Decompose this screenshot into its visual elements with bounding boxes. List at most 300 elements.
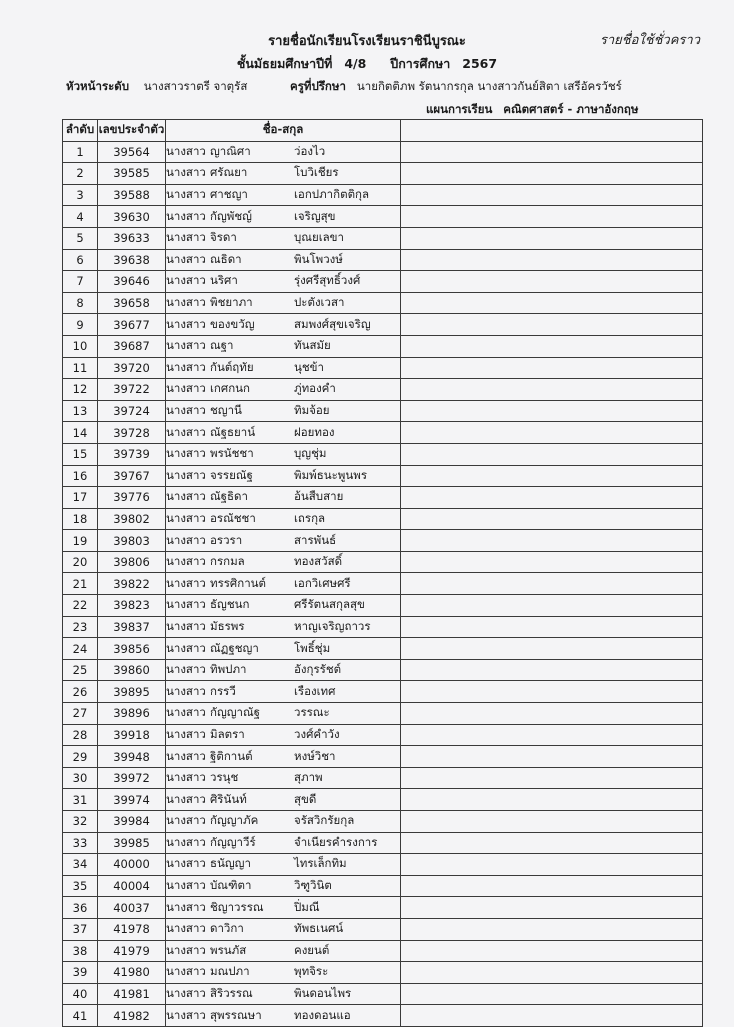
name-prefix: นางสาว [166,316,206,331]
student-name [166,811,401,833]
first-name: กัญญาภัค [210,813,259,828]
student-id: 39860 [98,659,166,681]
student-name [166,573,401,595]
name-prefix: นางสาว [166,359,206,374]
first-name: บัณฑิตา [210,878,252,893]
first-name: ณฐา [210,338,234,353]
first-name: ชิญาวรรณ [210,899,264,914]
first-name: ณัฏฐชญา [210,640,259,655]
table-row [63,227,703,249]
last-name: ศรีรัตนสกุลสุข [294,597,365,612]
student-name [166,530,401,552]
student-name [166,746,401,768]
last-name: ภู่ทองคำ [294,381,336,396]
name-prefix: นางสาว [166,748,206,763]
name-prefix: นางสาว [166,942,206,957]
first-name: นริศา [210,273,238,288]
name-prefix: นางสาว [166,467,206,482]
table-row [63,487,703,509]
table-row [63,659,703,681]
row-number: 3 [63,184,98,206]
row-number: 26 [63,681,98,703]
table-row [63,962,703,984]
student-name [166,465,401,487]
first-name: ณัฐธิดา [210,489,248,504]
student-name [166,875,401,897]
name-prefix: นางสาว [166,510,206,525]
last-name: โพธิ์ชุ่ม [294,640,331,655]
row-number: 16 [63,465,98,487]
student-id: 39802 [98,508,166,530]
blank-cell [401,487,703,509]
blank-cell [401,616,703,638]
first-name: อรณัชชา [210,510,256,525]
last-name: พินโพวงษ์ [294,251,343,266]
row-number: 5 [63,227,98,249]
name-prefix: นางสาว [166,899,206,914]
student-id: 39948 [98,746,166,768]
blank-cell [401,746,703,768]
student-id: 39895 [98,681,166,703]
name-prefix: นางสาว [166,726,206,741]
student-id: 39767 [98,465,166,487]
student-id: 39724 [98,400,166,422]
last-name: สุขดี [294,791,317,806]
first-name: ของขวัญ [210,316,255,331]
blank-cell [401,206,703,228]
blank-cell [401,767,703,789]
study-plan-line [426,101,638,119]
table-row [63,314,703,336]
first-name: กัญญาวีร์ [210,834,256,849]
student-id: 40000 [98,854,166,876]
class-year-line [0,54,734,74]
student-name [166,1005,401,1027]
table-row [63,400,703,422]
blank-cell [401,940,703,962]
row-number: 30 [63,767,98,789]
student-id: 41980 [98,962,166,984]
row-number: 38 [63,940,98,962]
last-name: จรัสวิกรัยกุล [294,813,355,828]
blank-cell [401,292,703,314]
table-row [63,379,703,401]
last-name: ทองสวัสดิ์ [294,554,343,569]
student-name [166,897,401,919]
student-id: 39739 [98,443,166,465]
last-name: พุทจิระ [294,964,329,979]
table-row [63,206,703,228]
name-prefix: นางสาว [166,143,206,158]
student-name [166,616,401,638]
blank-cell [401,530,703,552]
row-number: 36 [63,897,98,919]
student-id: 39918 [98,724,166,746]
row-number: 19 [63,530,98,552]
blank-cell [401,184,703,206]
row-number: 31 [63,789,98,811]
student-id: 39646 [98,271,166,293]
first-name: สิริวรรณ [210,986,253,1001]
student-id: 39722 [98,379,166,401]
level-label: ชั้นมัธยมศึกษาปีที่ [236,56,333,71]
blank-cell [401,595,703,617]
student-id: 39985 [98,832,166,854]
class-number: 4/8 [344,56,367,71]
column-header-id: เลขประจำตัว [98,120,166,142]
student-id: 39896 [98,703,166,725]
student-name [166,292,401,314]
row-number: 24 [63,638,98,660]
name-prefix: นางสาว [166,532,206,547]
blank-cell [401,983,703,1005]
first-name: ดาวิกา [210,921,244,936]
row-number: 18 [63,508,98,530]
document-title: รายชื่อนักเรียนโรงเรียนราชินีบูรณะ [268,34,466,49]
student-name [166,184,401,206]
last-name: ทัพธเนศน์ [294,921,344,936]
last-name: นุชข้า [294,359,324,374]
table-row [63,465,703,487]
name-prefix: นางสาว [166,856,206,871]
student-name [166,141,401,163]
first-name: ศาชญา [210,187,248,202]
blank-cell [401,962,703,984]
row-number: 12 [63,379,98,401]
row-number: 6 [63,249,98,271]
blank-cell [401,465,703,487]
student-id: 39776 [98,487,166,509]
student-id: 39974 [98,789,166,811]
first-name: ณธิดา [210,251,242,266]
table-header-row [63,120,703,142]
row-number: 7 [63,271,98,293]
row-number: 41 [63,1005,98,1027]
student-name [166,314,401,336]
table-row [63,746,703,768]
last-name: ทองดอนแอ [294,1007,351,1022]
student-id: 39823 [98,595,166,617]
plan-label: แผนการเรียน [426,102,493,116]
row-number: 13 [63,400,98,422]
table-row [63,983,703,1005]
blank-cell [401,379,703,401]
row-number: 32 [63,811,98,833]
table-row [63,357,703,379]
table-row [63,638,703,660]
name-prefix: นางสาว [166,403,206,418]
advisor-names: นายกิตติภพ รัตนากรกุล นางสาวกันย์สิตา เสรีอัครวัชร์ [356,79,622,93]
last-name: ว่องไว [294,143,326,158]
last-name: ทิมจ้อย [294,403,330,418]
blank-cell [401,357,703,379]
row-number: 8 [63,292,98,314]
student-id: 41978 [98,918,166,940]
student-name [166,508,401,530]
first-name: มัธรพร [210,618,245,633]
table-row [63,163,703,185]
blank-cell [401,811,703,833]
table-row [63,508,703,530]
table-row [63,141,703,163]
name-prefix: นางสาว [166,597,206,612]
name-prefix: นางสาว [166,813,206,828]
student-table [62,119,703,1027]
student-name [166,918,401,940]
table-row [63,551,703,573]
student-name [166,163,401,185]
blank-cell [401,832,703,854]
table-row [63,767,703,789]
last-name: อ้นสืบสาย [294,489,344,504]
last-name: สารพันธ์ [294,532,337,547]
student-name [166,940,401,962]
name-prefix: นางสาว [166,986,206,1001]
name-prefix: นางสาว [166,489,206,504]
blank-cell [401,508,703,530]
student-id: 39638 [98,249,166,271]
student-id: 39585 [98,163,166,185]
row-number: 28 [63,724,98,746]
student-id: 39564 [98,141,166,163]
year-label: ปีการศึกษา [390,56,451,71]
row-number: 33 [63,832,98,854]
student-id: 39806 [98,551,166,573]
first-name: อรวรา [210,532,243,547]
table-row [63,724,703,746]
row-number: 21 [63,573,98,595]
name-prefix: นางสาว [166,1007,206,1022]
first-name: กันต์ฤทัย [210,359,254,374]
student-name [166,962,401,984]
column-header-name: ชื่อ-สกุล [166,120,401,142]
student-id: 41981 [98,983,166,1005]
blank-cell [401,422,703,444]
name-prefix: นางสาว [166,618,206,633]
first-name: มิลตรา [210,726,245,741]
table-row [63,1005,703,1027]
table-row [63,249,703,271]
blank-cell [401,659,703,681]
level-head-line [66,78,247,96]
column-header-no: ลำดับ [63,120,98,142]
first-name: ณัฐธยาน์ [210,424,256,439]
table-row [63,854,703,876]
row-number: 23 [63,616,98,638]
blank-cell [401,249,703,271]
name-prefix: นางสาว [166,554,206,569]
student-name [166,767,401,789]
last-name: รุ่งศรีสุทธิ์วงศ์ [294,273,361,288]
name-prefix: นางสาว [166,770,206,785]
student-id: 40037 [98,897,166,919]
student-name [166,832,401,854]
row-number: 40 [63,983,98,1005]
first-name: ญาณิศา [210,143,251,158]
name-prefix: นางสาว [166,251,206,266]
row-number: 29 [63,746,98,768]
name-prefix: นางสาว [166,338,206,353]
table-row [63,443,703,465]
row-number: 15 [63,443,98,465]
first-name: พรนัชชา [210,446,254,461]
table-row [63,335,703,357]
name-prefix: นางสาว [166,273,206,288]
first-name: วรนุช [210,770,239,785]
last-name: วรรณะ [294,705,330,720]
student-name [166,400,401,422]
last-name: คงยนต์ [294,942,330,957]
table-row [63,573,703,595]
name-prefix: นางสาว [166,381,206,396]
student-name [166,789,401,811]
student-id: 40004 [98,875,166,897]
blank-cell [401,443,703,465]
row-number: 20 [63,551,98,573]
student-id: 39984 [98,811,166,833]
student-name [166,551,401,573]
name-prefix: นางสาว [166,964,206,979]
last-name: โบวิเชียร [294,165,339,180]
student-id: 39677 [98,314,166,336]
blank-cell [401,335,703,357]
blank-cell [401,573,703,595]
first-name: จรรยณัฐ [210,467,253,482]
blank-cell [401,854,703,876]
first-name: ธัญชนก [210,597,250,612]
blank-cell [401,227,703,249]
first-name: ชญานี [210,403,242,418]
name-prefix: นางสาว [166,921,206,936]
blank-cell [401,681,703,703]
student-name [166,703,401,725]
student-id: 39837 [98,616,166,638]
student-name [166,659,401,681]
table-row [63,703,703,725]
table-row [63,897,703,919]
student-name [166,487,401,509]
blank-cell [401,314,703,336]
table-row [63,422,703,444]
first-name: กรกมล [210,554,245,569]
blank-cell [401,638,703,660]
name-prefix: นางสาว [166,187,206,202]
first-name: มณปภา [210,964,250,979]
name-prefix: นางสาว [166,165,206,180]
name-prefix: นางสาว [166,791,206,806]
name-prefix: นางสาว [166,683,206,698]
advisor-label: ครูที่ปรึกษา [290,79,346,93]
name-prefix: นางสาว [166,662,206,677]
row-number: 27 [63,703,98,725]
row-number: 1 [63,141,98,163]
last-name: เอกวิเศษศรี [294,575,351,590]
plan-name: คณิตศาสตร์ - ภาษาอังกฤษ [503,102,639,116]
blank-cell [401,724,703,746]
last-name: ปะตังเวสา [294,295,345,310]
last-name: เถรกุล [294,510,326,525]
first-name: สุพรรณษา [210,1007,262,1022]
row-number: 25 [63,659,98,681]
first-name: เกศกนก [210,381,250,396]
table-row [63,292,703,314]
student-name [166,681,401,703]
row-number: 22 [63,595,98,617]
last-name: พินดอนไพร [294,986,352,1001]
last-name: บุญชุ่ม [294,446,327,461]
student-id: 39822 [98,573,166,595]
first-name: พรนภัส [210,942,247,957]
name-prefix: นางสาว [166,295,206,310]
first-name: ศิรินันท์ [210,791,247,806]
head-label: หัวหน้าระดับ [66,79,130,93]
blank-cell [401,1005,703,1027]
name-prefix: นางสาว [166,424,206,439]
last-name: บุณยเลขา [294,230,345,245]
last-name: เจริญสุข [294,208,336,223]
student-id: 39630 [98,206,166,228]
last-name: ไทรเล็กทิม [294,856,347,871]
blank-cell [401,163,703,185]
first-name: กัญญาณัฐ [210,705,261,720]
first-name: กรรวี [210,683,236,698]
table-row [63,832,703,854]
name-prefix: นางสาว [166,834,206,849]
first-name: ศรัณยา [210,165,248,180]
student-name [166,206,401,228]
table-row [63,616,703,638]
table-row [63,811,703,833]
table-row [63,875,703,897]
row-number: 9 [63,314,98,336]
row-number: 2 [63,163,98,185]
student-name [166,271,401,293]
student-name [166,638,401,660]
name-prefix: นางสาว [166,230,206,245]
row-number: 11 [63,357,98,379]
student-id: 39972 [98,767,166,789]
last-name: ปิ่มณี [294,899,320,914]
first-name: ทรรศิกานต์ [210,575,266,590]
row-number: 10 [63,335,98,357]
name-prefix: นางสาว [166,446,206,461]
student-id: 39803 [98,530,166,552]
table-row [63,789,703,811]
last-name: ทันสมัย [294,338,331,353]
temporary-list-note: รายชื่อใช้ชั่วคราว [599,33,700,48]
last-name: สุภาพ [294,770,323,785]
last-name: จำเนียรคำรงการ [294,834,378,849]
name-prefix: นางสาว [166,640,206,655]
row-number: 37 [63,918,98,940]
student-name [166,724,401,746]
first-name: กัญพัชญ์ [210,208,252,223]
row-number: 35 [63,875,98,897]
name-prefix: นางสาว [166,878,206,893]
student-id: 39728 [98,422,166,444]
student-id: 39856 [98,638,166,660]
last-name: เอกปภากิตติกุล [294,187,370,202]
student-id: 41979 [98,940,166,962]
head-name: นางสาวราตรี จาตุรัส [143,79,248,93]
student-name [166,595,401,617]
first-name: ทิพปภา [210,662,247,677]
table-row [63,940,703,962]
table-row [63,184,703,206]
last-name: เรืองเทศ [294,683,336,698]
last-name: หาญเจริญถาวร [294,618,371,633]
row-number: 17 [63,487,98,509]
